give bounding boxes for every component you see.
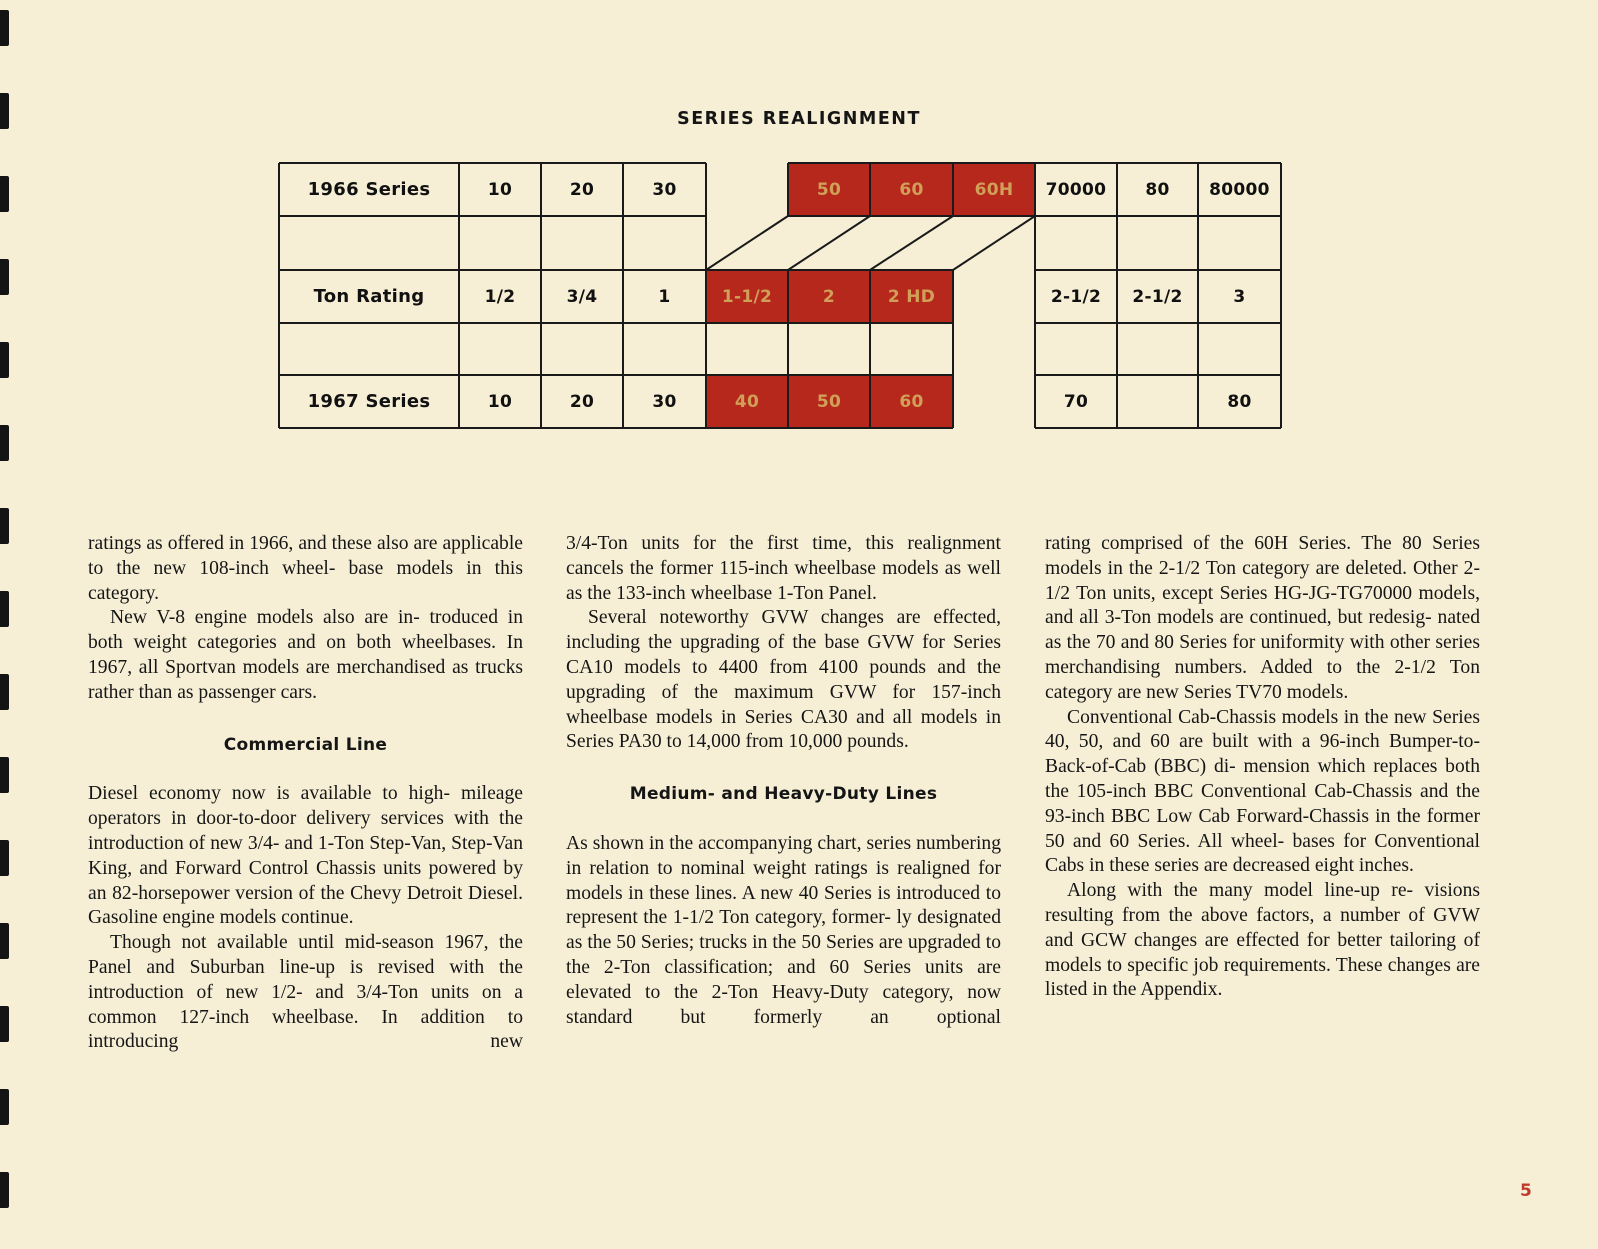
binder-mark	[0, 176, 9, 212]
chart-cell: 20	[569, 179, 595, 200]
realignment-arrow	[953, 216, 1035, 270]
chart-cell: 2-1/2	[1050, 286, 1102, 307]
text-column-middle	[566, 532, 1001, 1030]
chart-cell: 60	[870, 163, 953, 216]
paragraph: As shown in the accompanying chart, series numbering in relation to nominal weight ratings is realigned for models in these lines. A new 40 Series is introduced to represent the 1-1/2 Ton category, former- ly designated as the 50 Series; trucks in the 50 Series are upgraded to the 2-Ton classification; and 60 Series units are elevated to the 2-Ton Heavy-Duty category, now standard but formerly an optional	[566, 832, 1001, 1028]
text-column-right	[1045, 532, 1480, 1003]
binder-mark	[0, 425, 9, 461]
paragraph: Though not available until mid-season 1967, the Panel and Suburban line-up is revised with the introduction of new 1/2- and 3/4-Ton units on a common 127-inch wheelbase. In addition to introducing new	[88, 932, 523, 1053]
chart-cell: 3	[1233, 286, 1246, 307]
chart-cell: 10	[487, 391, 513, 412]
binder-mark	[0, 342, 9, 378]
paragraph: ratings as offered in 1966, and these also are applicable to the new 108-inch wheel- base models in this category.	[88, 533, 523, 604]
paragraph: New V-8 engine models also are in- troduced in both weight categories and on both wheelbases. In 1967, all Sportvan models are merchandised as trucks rather than as passenger cars.	[88, 607, 523, 703]
paragraph: Conventional Cab-Chassis models in the new Series 40, 50, and 60 are built with a 96-inch Bumper-to-Back-of-Cab (BBC) di- mension which replaces both the 105-inch BBC Conventional Cab-Chassis and the 93-inch BBC Low Cab Forward-Chassis in the former 50 and 60 Series. All wheel- bases for Conventional Cabs in these series are decreased eight inches.	[1045, 706, 1480, 877]
chart-cell: 60	[870, 375, 953, 428]
chart-cell: 70	[1063, 391, 1089, 412]
chart-cell: 80	[1145, 179, 1170, 200]
chart-cell: 1	[658, 286, 671, 307]
series-realignment-chart	[0, 0, 1598, 440]
chart-cell: 30	[652, 391, 677, 412]
section-heading-commercial-line: Commercial Line	[223, 734, 388, 755]
paragraph: Along with the many model line-up re- visions resulting from the above factors, a number of GVW and GCW changes are effected for better tailoring of models to specific job requirements. These changes are listed in the Appendix.	[1045, 880, 1480, 1001]
chart-cell: 20	[569, 391, 595, 412]
chart-cell: 2 HD	[870, 270, 953, 323]
chart-cell: 50	[788, 375, 870, 428]
paragraph: Several noteworthy GVW changes are effected, including the upgrading of the base GVW for Series CA10 models to 4400 from 4100 pounds and the upgrading of the maximum GVW for 157-inch wheelbase models in Series CA30 and all models in Series PA30 to 14,000 from 10,000 pounds.	[566, 607, 1001, 753]
binder-mark	[0, 757, 9, 793]
binder-mark	[0, 674, 9, 710]
page-title: SERIES REALIGNMENT	[677, 109, 921, 129]
page-number: 5	[1520, 1181, 1532, 1201]
chart-cell: 1-1/2	[706, 270, 788, 323]
chart-cell: 3/4	[566, 286, 598, 307]
paragraph: 3/4-Ton units for the first time, this realignment cancels the former 115-inch wheelbase models as well as the 133-inch wheelbase 1-Ton Panel.	[566, 533, 1001, 604]
chart-cell: 80000	[1209, 179, 1270, 200]
paragraph: Diesel economy now is available to high- mileage operators in door-to-door delivery services with the introduction of new 3/4- and 1-Ton Step-Van, Step-Van King, and Forward Control Chassis units powered by an 82-horsepower version of the Chevy Detroit Diesel. Gasoline engine models continue.	[88, 783, 523, 929]
chart-cell: 2-1/2	[1132, 286, 1183, 307]
binder-mark	[0, 1172, 9, 1208]
row-label: 1966 Series	[307, 179, 431, 200]
binder-mark	[0, 591, 9, 627]
realignment-arrow	[870, 216, 953, 270]
binder-mark	[0, 10, 9, 46]
binder-mark	[0, 923, 9, 959]
chart-cell: 70000	[1045, 179, 1107, 200]
text-column-left	[88, 532, 523, 1055]
chart-cell: 10	[487, 179, 513, 200]
chart-cell: 1/2	[484, 286, 516, 307]
binder-mark	[0, 840, 9, 876]
chart-cell: 2	[788, 270, 870, 323]
chart-cell: 60H	[953, 163, 1035, 216]
section-heading-medium-heavy-duty: Medium- and Heavy-Duty Lines	[629, 784, 938, 805]
row-label: Ton Rating	[313, 286, 425, 307]
paragraph: rating comprised of the 60H Series. The 80 Series models in the 2-1/2 Ton category are deleted. Other 2-1/2 Ton units, except Series HG-JG-TG70000 models, and all 3-Ton models are continued, but redesig- nated as the 70 and 80 Series for uniformity with other series merchandising numbers. Added to the 2-1/2 Ton category are new Series TV70 models.	[1045, 533, 1480, 703]
realignment-arrow	[706, 216, 788, 270]
binder-mark	[0, 259, 9, 295]
realignment-arrow	[788, 216, 870, 270]
binder-mark	[0, 1089, 9, 1125]
binder-mark	[0, 1006, 9, 1042]
chart-cell: 80	[1227, 391, 1252, 412]
chart-cell: 50	[788, 163, 870, 216]
chart-grid	[0, 0, 1598, 440]
binder-mark	[0, 508, 9, 544]
chart-cell: 40	[706, 375, 788, 428]
row-label: 1967 Series	[307, 391, 431, 412]
chart-cell: 30	[652, 179, 677, 200]
